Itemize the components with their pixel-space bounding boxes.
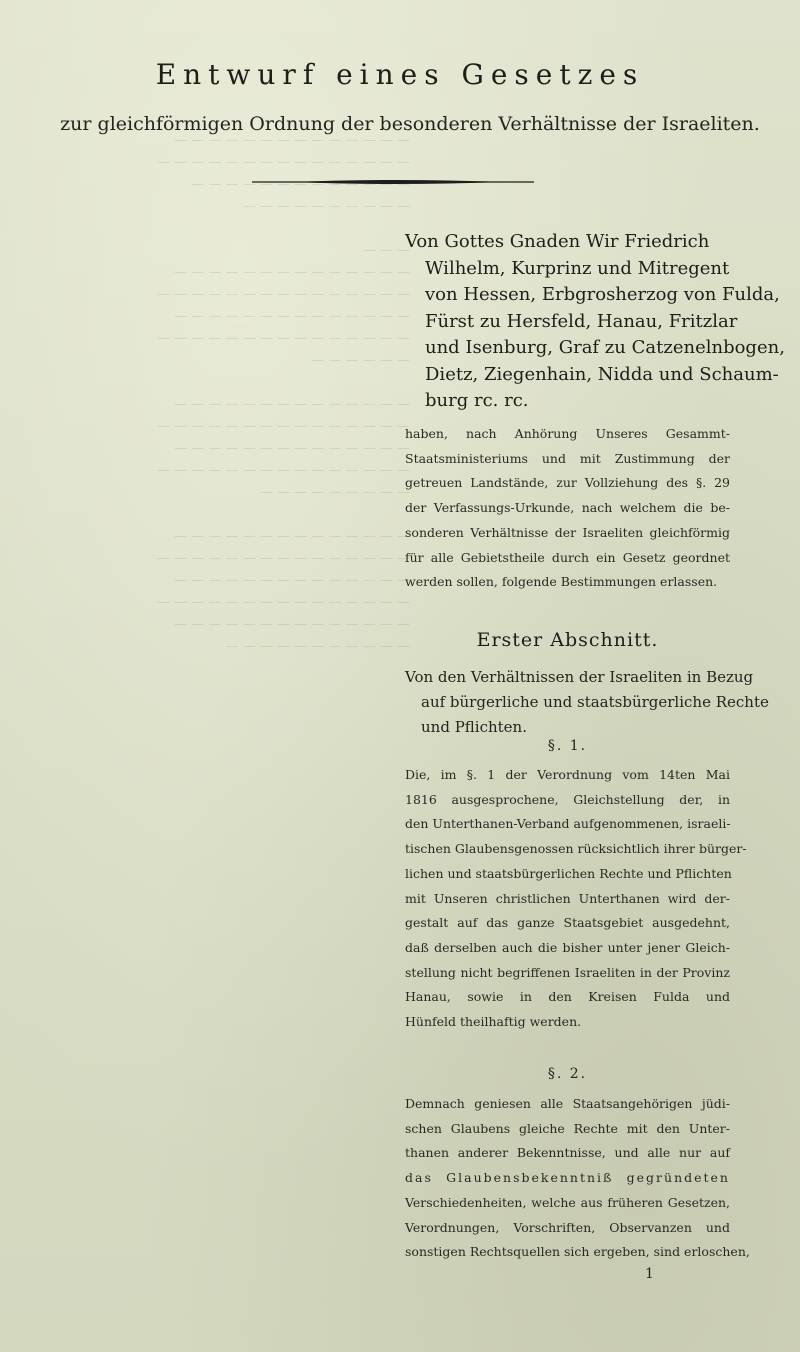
section-subtitle-line: und Pflichten. bbox=[421, 718, 527, 736]
text-line: schen Glaubens gleiche Rechte mit den Unter- bbox=[405, 1120, 730, 1136]
text-line: sonderen Verhältnisse der Israeliten gleichförmig bbox=[405, 524, 730, 540]
intro-line: Dietz, Ziegenhain, Nidda und Schaum- bbox=[425, 363, 779, 385]
text-line: tischen Glaubensgenossen rücksichtlich ihrer bürger- bbox=[405, 841, 747, 857]
paragraph-number: §. 1. bbox=[547, 738, 588, 754]
text-line: den Unterthanen-Verband aufgenommenen, israeli- bbox=[405, 816, 731, 832]
text-line: mit Unseren christlichen Unterthanen wird der- bbox=[405, 890, 730, 906]
text-line: 1816 ausgesprochene, Gleichstellung der, in bbox=[405, 791, 730, 807]
text-line: sonstigen Rechtsquellen sich ergeben, sind erloschen, bbox=[405, 1244, 750, 1260]
intro-formula bbox=[405, 229, 785, 415]
text-line: Demnach geniesen alle Staatsangehörigen jüdi- bbox=[405, 1096, 730, 1111]
section-subtitle-line: Von den Verhältnissen der Israeliten in Bezug bbox=[405, 668, 754, 686]
section-subtitle bbox=[405, 665, 769, 740]
intro-line: Wilhelm, Kurprinz und Mitregent bbox=[425, 257, 730, 279]
page-number: 1 bbox=[645, 1266, 654, 1282]
text-line: stellung nicht begriffenen Israeliten in der Provinz bbox=[405, 964, 730, 980]
text-line: Verschiedenheiten, welche aus früheren Gesetzen, bbox=[405, 1194, 730, 1210]
section-title: Erster Abschnitt. bbox=[476, 629, 659, 651]
intro-body bbox=[405, 422, 730, 595]
text-line: getreuen Landstände, zur Vollziehung des §. 29 bbox=[405, 475, 730, 491]
text-line: gestalt auf das ganze Staatsgebiet ausgedehnt, bbox=[405, 915, 730, 931]
intro-line: Von Gottes Gnaden Wir Friedrich bbox=[405, 231, 710, 252]
text-line: Hanau, sowie in den Kreisen Fulda und bbox=[405, 989, 730, 1005]
text-line: Die, im §. 1 der Verordnung vom 14ten Mai bbox=[405, 767, 730, 782]
section-subtitle-line: auf bürgerliche und staatsbürgerliche Rechte bbox=[421, 693, 769, 711]
text-line: lichen und staatsbürgerlichen Rechte und Pflichten bbox=[405, 865, 732, 881]
text-line: der Verfassungs-Urkunde, nach welchem die be- bbox=[405, 500, 730, 516]
text-line: Staatsministeriums und mit Zustimmung der bbox=[405, 450, 730, 466]
text-line: Verordnungen, Vorschriften, Observanzen und bbox=[405, 1219, 730, 1235]
intro-line: von Hessen, Erbgrosherzog von Fulda, bbox=[425, 284, 780, 305]
paragraph-number: §. 2. bbox=[547, 1066, 588, 1082]
intro-line: und Isenburg, Graf zu Catzenelnbogen, bbox=[425, 337, 785, 358]
text-line: thanen anderer Bekenntnisse, und alle nur auf bbox=[405, 1145, 730, 1161]
bleed-through-texture: — — — — — — — — — — — — — — — — — — — — — — — — — — — — — — — — — — — — — — — — — — — — — — — — — — — — — — — — — — — — — — — — — — — — — — — — — — — — — — — — — — — — — — — — — — — — — — — — — — — — — — — — — — — — — — — — — — — — — — — — — — — — — — — — — — — — — — — — — — — — — — — — — — — — — — — — — — — — — — — — — — — — — — — — — — — — — — — — — — — — — — — — — — — — — — — — — — — — — — — — — — — — — — — — — — — — — — — — — — — — — — — — — — — — — — — — — — — — — — — — — — — — — — — — — — — — — — — — — — — — — — — — — — — — — bbox=[157, 133, 410, 654]
text-line: werden sollen, folgende Bestimmungen erlassen. bbox=[405, 574, 718, 590]
intro-line: burg rc. rc. bbox=[425, 390, 529, 411]
text-line: für alle Gebietstheile durch ein Gesetz geordnet bbox=[405, 549, 730, 565]
ornamental-rule bbox=[252, 179, 534, 185]
document-title: Entwurf eines Gesetzes bbox=[155, 58, 645, 91]
text-line: Hünfeld theilhaftig werden. bbox=[405, 1014, 582, 1030]
paragraph-2 bbox=[405, 1092, 750, 1265]
paragraph-1 bbox=[405, 763, 747, 1035]
intro-line: Fürst zu Hersfeld, Hanau, Fritzlar bbox=[425, 310, 738, 332]
text-line: haben, nach Anhörung Unseres Gesammt- bbox=[405, 426, 730, 441]
text-line: das Glaubensbekenntniß gegründeten bbox=[405, 1170, 730, 1186]
text-line: daß derselben auch die bisher unter jener Gleich- bbox=[405, 939, 730, 955]
document-subtitle: zur gleichförmigen Ordnung der besonderen Verhältnisse der Israeliten. bbox=[60, 113, 760, 135]
